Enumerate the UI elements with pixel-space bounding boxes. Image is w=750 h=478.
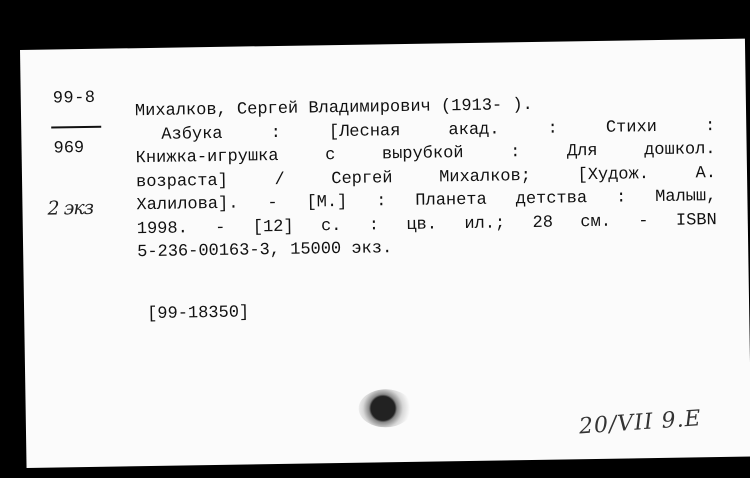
entry-word: детства	[515, 189, 588, 210]
catalog-card	[20, 39, 750, 468]
call-number-rule	[51, 126, 101, 129]
entry-word: :	[510, 143, 521, 163]
entry-word: ISBN	[675, 210, 717, 231]
entry-word: -	[638, 211, 649, 231]
entry-word: -	[267, 193, 278, 214]
entry-word: :	[376, 192, 387, 212]
entry-word: [12]	[252, 217, 294, 237]
entry-heading: Михалков, Сергей Владимирович (1913- ).	[134, 95, 533, 122]
entry-word: [Худож.	[577, 164, 650, 185]
entry-word: :	[270, 123, 282, 143]
call-number-top: 99-8	[52, 88, 96, 109]
entry-word: Книжка-игрушка	[135, 146, 279, 169]
entry-word: Азбука	[161, 124, 223, 145]
entry-word: :	[704, 116, 716, 136]
entry-line-7: 5-236-00163-3, 15000 экз.	[137, 239, 393, 263]
entry-word: 1998.	[136, 218, 188, 239]
entry-word: [М.]	[306, 192, 348, 213]
entry-word: Халилова].	[136, 194, 239, 216]
entry-word: дошкол.	[644, 140, 716, 161]
entry-word: возраста]	[135, 171, 229, 192]
entry-word: [Лесная	[328, 121, 401, 142]
ink-stamp-blot	[358, 389, 413, 428]
entry-word: Планета	[415, 190, 487, 211]
entry-word: Для	[566, 141, 598, 162]
bibliographic-entry	[135, 91, 718, 265]
entry-word: Малыш,	[654, 187, 717, 208]
entry-word: цв.	[406, 214, 438, 235]
entry-word: :	[615, 188, 627, 208]
entry-word: :	[368, 215, 380, 236]
entry-word: с	[324, 146, 336, 166]
entry-word: :	[547, 119, 558, 139]
pencil-date-mark: 20/VII 9.E	[578, 406, 703, 440]
entry-word: Сергей	[331, 168, 393, 189]
entry-word: -	[215, 218, 226, 238]
entry-word: А.	[695, 163, 717, 183]
entry-word: 28	[532, 213, 554, 233]
entry-word: ил.;	[464, 213, 506, 234]
entry-word: вырубкой	[381, 144, 464, 165]
entry-word: см.	[580, 212, 612, 232]
handwritten-copies-note: 2 экз	[47, 196, 94, 220]
entry-word: /	[274, 170, 285, 190]
entry-word: акад.	[448, 119, 500, 140]
call-number-bottom: 969	[53, 139, 85, 159]
entry-word: с.	[320, 216, 342, 236]
entry-word: Стихи	[605, 117, 658, 138]
record-number: [99-18350]	[147, 303, 250, 325]
entry-word: Михалков;	[438, 166, 532, 187]
